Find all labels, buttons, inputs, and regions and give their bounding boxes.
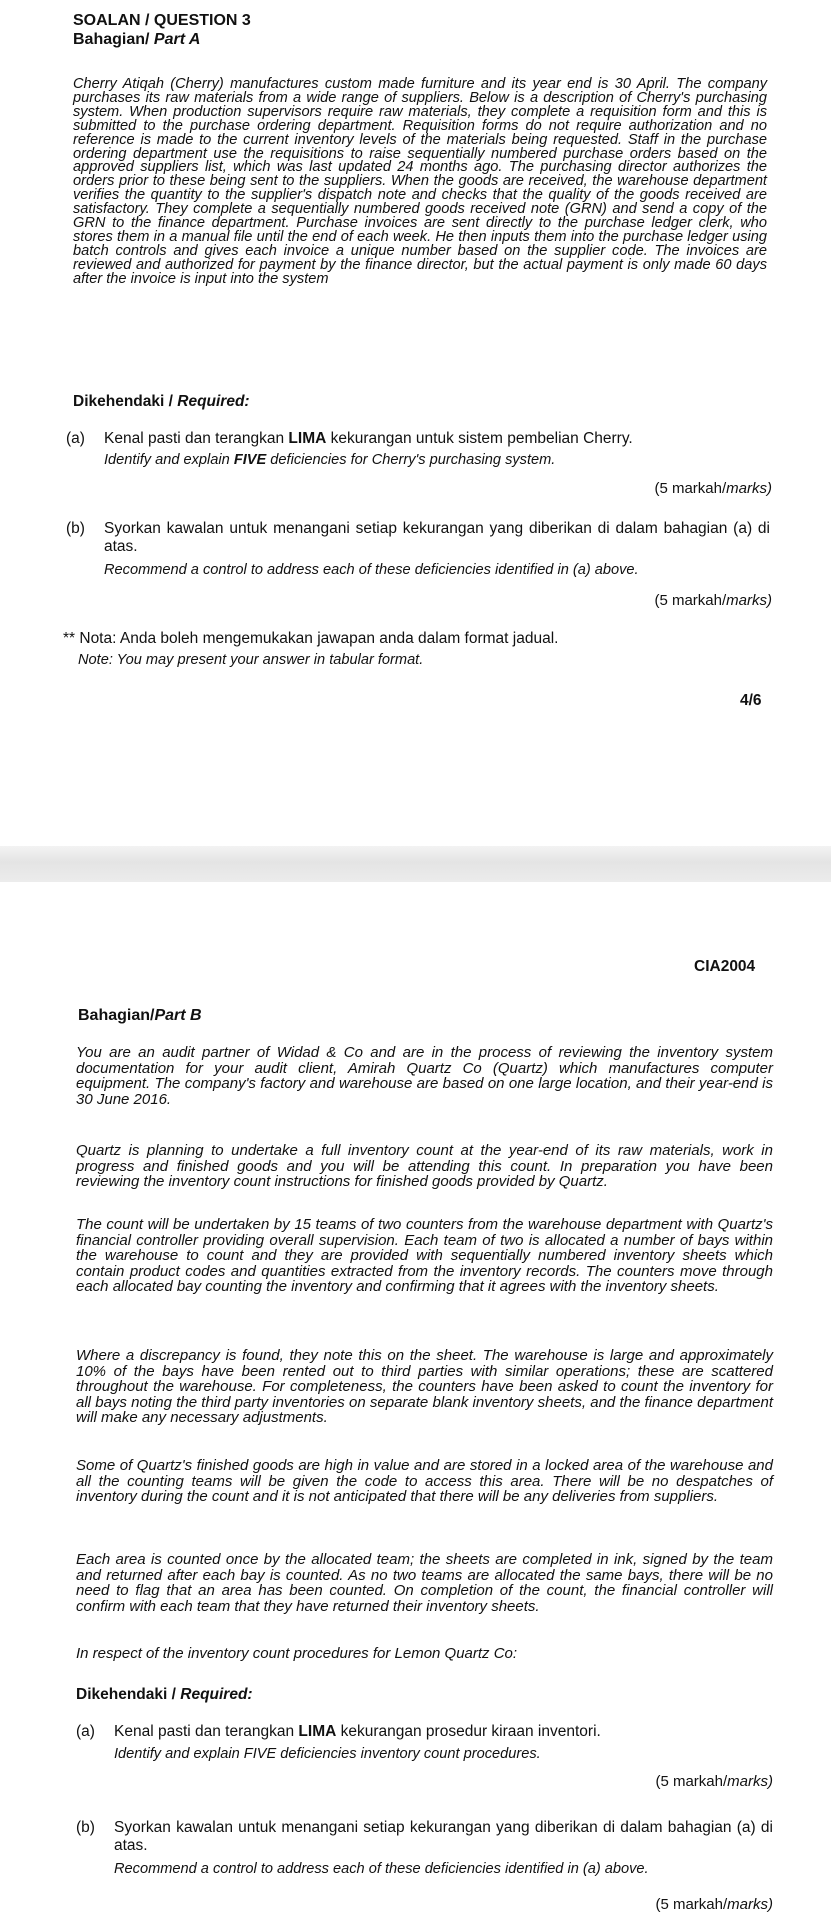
question-label: (b)	[76, 1819, 95, 1836]
part-a-question-a	[66, 430, 772, 508]
note-malay: ** Nota: Anda boleh mengemukakan jawapan anda dalam format jadual.	[63, 630, 559, 647]
part-b-paragraph: Some of Quartz's finished goods are high in value and are stored in a locked area of the warehouse and all the counting teams will be given the code to access this area. There will be no despatches of inventory during the count and it is not anticipated that there will be any deliveries from suppliers.	[76, 1457, 773, 1506]
question-english: Identify and explain FIVE deficiencies inventory count procedures.	[114, 1746, 541, 1762]
question-marks: (5 markah/marks)	[655, 1896, 773, 1913]
course-code: CIA2004	[694, 958, 756, 975]
part-b-paragraph: Quartz is planning to undertake a full inventory count at the year-end of its raw materials, work in progress and finished goods and you will be attending this count. In preparation you have been reviewing the inventory count instructions for finished goods provided by Quartz.	[76, 1142, 773, 1191]
question-english: Identify and explain FIVE deficiencies for Cherry's purchasing system.	[104, 452, 556, 468]
page-divider	[0, 846, 831, 882]
part-b-paragraph: In respect of the inventory count procedures for Lemon Quartz Co:	[76, 1645, 518, 1662]
page-number: 4/6	[740, 692, 762, 709]
question-label: (a)	[66, 430, 85, 447]
part-a-scenario: Cherry Atiqah (Cherry) manufactures custom made furniture and its year end is 30 April. The company purchases its raw materials from a wide range of suppliers. Below is a description of Cherry's purchasing system. When production supervisors require raw materials, they complete a requisition form and this is submitted to the purchase ordering department. Requisition forms do not require authorization and no reference is made to the current inventory levels of the materials being requested. Staff in the purchase ordering department use the requisitions to raise sequentially numbered purchase orders based on the approved suppliers list, which was last updated 24 months ago. The purchasing director authorizes the orders prior to these being sent to the suppliers. When the goods are received, the warehouse department verifies the quantity to the supplier's dispatch note and checks that the quality of the goods received are satisfactory. They complete a sequentially numbered goods received note (GRN) and send a copy of the GRN to the finance department. Purchase invoices are sent directly to the purchase ledger clerk, who stores them in a manual file until the end of each week. He then inputs them into the purchase ledger using batch controls and gives each invoice a unique number based on the supplier code. The invoices are reviewed and authorized for payment by the finance director, but the actual payment is only made 60 days after the invoice is input into the system	[73, 76, 767, 287]
part-a-question-b	[66, 520, 772, 610]
question-marks: (5 markah/marks)	[654, 480, 772, 497]
question-marks: (5 markah/marks)	[654, 592, 772, 609]
question-label: (b)	[66, 520, 85, 537]
question-malay: Syorkan kawalan untuk menangani setiap kekurangan yang diberikan di dalam bahagian (a) di atas.	[114, 1819, 773, 1854]
question-marks: (5 markah/marks)	[655, 1773, 773, 1790]
question-english: Recommend a control to address each of these deficiencies identified in (a) above.	[104, 562, 639, 578]
part-b-paragraph: Where a discrepancy is found, they note this on the sheet. The warehouse is large and approximately 10% of the bays have been rented out to third parties with similar operations; these are scattered throughout the warehouse. For completeness, the counters have been asked to count the inventory for all bays noting the third party inventories on separate blank inventory sheets, and the finance department will make any necessary adjustments.	[76, 1347, 773, 1427]
part-b-question-b	[76, 1819, 773, 1917]
exam-page-4	[0, 0, 831, 846]
part-a-required-heading: Dikehendaki / Required:	[73, 393, 250, 410]
question-english: Recommend a control to address each of these deficiencies identified in (a) above.	[114, 1861, 649, 1877]
part-b-paragraph: You are an audit partner of Widad & Co and are in the process of reviewing the inventory system documentation for your audit client, Amirah Quartz Co (Quartz) which manufactures computer equipment. The company's factory and warehouse are based on one large location, and their year-end is 30 June 2016.	[76, 1044, 773, 1108]
question-title: SOALAN / QUESTION 3	[73, 12, 251, 29]
part-a-heading: Bahagian/ Part A	[73, 31, 201, 48]
part-b-heading: Bahagian/Part B	[78, 1007, 202, 1024]
question-label: (a)	[76, 1723, 95, 1740]
question-malay: Kenal pasti dan terangkan LIMA kekurangan prosedur kiraan inventori.	[114, 1723, 601, 1740]
part-b-paragraph: The count will be undertaken by 15 teams of two counters from the warehouse department with Quartz's financial controller providing overall supervision. Each team of two is allocated a number of bays within the warehouse to count and they are provided with sequentially numbered inventory sheets which contain product codes and quantities extracted from the inventory records. The counters move through each allocated bay counting the inventory and confirming that it agrees with the inventory sheets.	[76, 1216, 773, 1296]
part-b-question-a	[76, 1723, 773, 1803]
part-b-paragraph: Each area is counted once by the allocated team; the sheets are completed in ink, signed by the team and returned after each bay is counted. As no two teams are allocated the same bays, there will be no need to flag that an area has been counted. On completion of the count, the financial controller will confirm with each team that they have returned their inventory sheets.	[76, 1551, 773, 1615]
question-malay: Kenal pasti dan terangkan LIMA kekurangan untuk sistem pembelian Cherry.	[104, 430, 633, 447]
note-english: Note: You may present your answer in tabular format.	[78, 652, 424, 668]
exam-page-5	[0, 882, 831, 1919]
part-b-required-heading: Dikehendaki / Required:	[76, 1686, 253, 1703]
question-malay: Syorkan kawalan untuk menangani setiap kekurangan yang diberikan di dalam bahagian (a) di atas.	[104, 520, 770, 555]
